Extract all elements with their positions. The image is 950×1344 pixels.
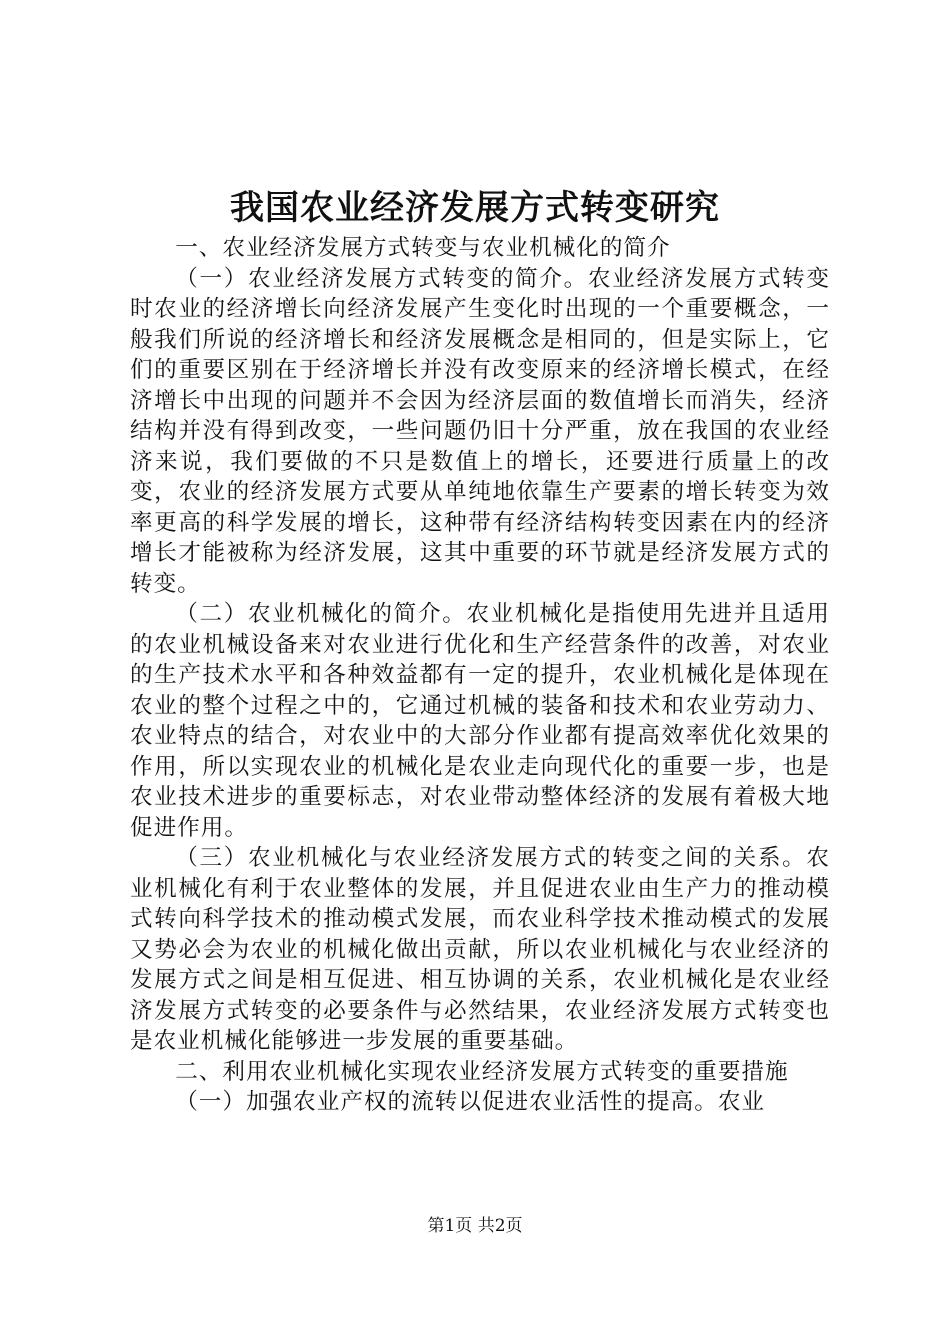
paragraph: （二）农业机械化的简介。农业机械化是指使用先进并且适用的农业机械设备来对农业进行优化和生产经营条件的改善，对农业的生产技术水平和各种效益都有一定的提升，农业机械化是体现在农业的整个过程之中的，它通过机械的装备和技术和农业劳动力、农业特点的结合，对农业中的大部分作业都有提高效率优化效果的作用，所以实现农业的机械化是农业走向现代化的重要一步，也是农业技术进步的重要标志，对农业带动整体经济的发展有着极大地促进作用。 [130, 601, 830, 841]
paragraph: （一）加强农业产权的流转以促进农业活性的提高。农业 [175, 1089, 766, 1115]
section-heading: 一、农业经济发展方式转变与农业机械化的简介 [175, 235, 671, 261]
document-body [130, 233, 830, 1118]
section-heading: 二、利用农业机械化实现农业经济发展方式转变的重要措施 [175, 1058, 789, 1085]
document-title: 我国农业经济发展方式转变研究 [230, 188, 720, 228]
paragraph: （一）农业经济发展方式转变的简介。农业经济发展方式转变时农业的经济增长向经济发展产生变化时出现的一个重要概念，一般我们所说的经济增长和经济发展概念是相同的，但是实际上，它们的重要区别在于经济增长并没有改变原来的经济增长模式，在经济增长中出现的问题并不会因为经济层面的数值增长而消失，经济结构并没有得到改变，一些问题仍旧十分严重，放在我国的农业经济来说，我们要做的不只是数值上的增长，还要进行质量上的改变，农业的经济发展方式要从单纯地依靠生产要素的增长转变为效率更高的科学发展的增长，这种带有经济结构转变因素在内的经济增长才能被称为经济发展，这其中重要的环节就是经济发展方式的转变。 [130, 265, 830, 597]
page-number-footer: 第1页 共2页 [427, 1216, 523, 1236]
paragraph: （三）农业机械化与农业经济发展方式的转变之间的关系。农业机械化有利于农业整体的发展，并且促进农业由生产力的推动模式转向科学技术的推动模式发展，而农业科学技术推动模式的发展又势必会为农业的机械化做出贡献，所以农业机械化与农业经济的发展方式之间是相互促进、相互协调的关系，农业机械化是农业经济发展方式转变的必要条件与必然结果，农业经济发展方式转变也是农业机械化能够进一步发展的重要基础。 [130, 845, 830, 1054]
